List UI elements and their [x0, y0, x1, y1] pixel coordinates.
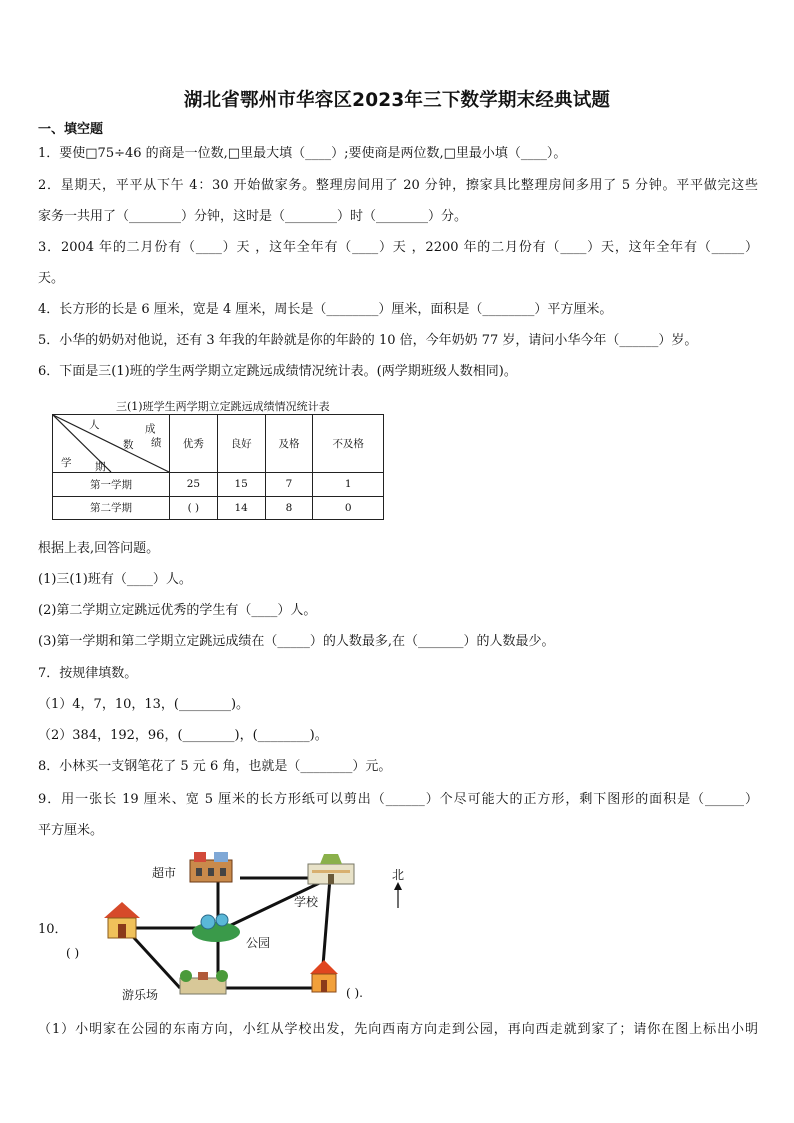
table-row	[53, 473, 384, 497]
header-excellent: 优秀	[170, 415, 218, 473]
page-title: 湖北省鄂州市华容区2023年三下数学期末经典试题	[183, 90, 611, 111]
table-cell: 0	[313, 496, 384, 520]
label-supermarket: 超市	[152, 866, 177, 880]
question-7-part-2: （2）384，192，96，(________)，(________)。	[38, 728, 328, 743]
table-cell: ( )	[170, 496, 218, 520]
diag-cheng: 成	[145, 423, 156, 435]
table-row	[53, 496, 384, 520]
header-good: 良好	[217, 415, 265, 473]
question-3-line-1: 3．2004 年的二月份有（____）天 ，这年全年有（____）天 ，2200 年的二月份有（____）天，这年全年有（_____）	[38, 240, 758, 255]
map-illustration	[90, 848, 410, 1008]
question-6: 6．下面是三(1)班的学生两学期立定跳远成绩情况统计表。(两学期班级人数相同)。	[38, 364, 517, 379]
blank-right: ( ).	[346, 986, 363, 1000]
table-cell: 7	[265, 473, 313, 497]
table-cell: 25	[170, 473, 218, 497]
question-7-part-1: （1）4，7，10，13，(________)。	[38, 697, 250, 712]
question-6-intro: 根据上表,回答问题。	[38, 541, 160, 556]
table-cell: 1	[313, 473, 384, 497]
blank-left: ( )	[66, 946, 80, 960]
diag-xue: 学	[61, 457, 72, 469]
question-9	[38, 784, 758, 846]
north-arrow-icon	[394, 882, 402, 908]
question-7: 7．按规律填数。	[38, 666, 138, 681]
diag-ji: 绩	[151, 437, 162, 449]
table-diagonal-header	[53, 415, 170, 473]
question-2	[38, 170, 758, 232]
question-1: 1．要使□75÷46 的商是一位数,□里最大填（____）;要使商是两位数,□里最小填（____）。	[38, 146, 567, 161]
school-icon	[308, 854, 354, 884]
table-cell: 8	[265, 496, 313, 520]
label-school: 学校	[294, 895, 319, 909]
row-label: 第一学期	[53, 473, 170, 497]
score-table	[52, 414, 384, 520]
question-4: 4．长方形的长是 6 厘米，宽是 4 厘米，周长是（________）厘米，面积是（________）平方厘米。	[38, 302, 613, 317]
question-2-line-1: 2．星期天，平平从下午 4：30 开始做家务。整理房间用了 20 分钟，擦家具比整理房间多用了 5 分钟。平平做完这些	[38, 178, 758, 193]
question-3-line-2: 天。	[38, 271, 65, 286]
question-9-line-2: 平方厘米。	[38, 823, 104, 838]
question-2-line-2: 家务一共用了（________）分钟，这时是（________）时（________）分。	[38, 209, 468, 224]
label-north: 北	[392, 868, 405, 882]
row-label: 第二学期	[53, 496, 170, 520]
label-playground: 游乐场	[122, 988, 159, 1002]
question-5: 5．小华的奶奶对他说，还有 3 年我的年龄就是你的年龄的 10 倍，今年奶奶 77 岁，请问小华今年（______）岁。	[38, 333, 698, 348]
park-icon	[192, 914, 240, 942]
question-10: 10．	[38, 922, 68, 937]
header-fail: 不及格	[313, 415, 384, 473]
question-9-line-1: 9．用一张长 19 厘米、宽 5 厘米的长方形纸可以剪出（______）个尽可能大的正方形，剩下图形的面积是（______）	[38, 792, 758, 807]
table-cell: 15	[217, 473, 265, 497]
supermarket-icon	[190, 852, 232, 882]
diag-qi: 期	[95, 461, 106, 473]
diag-shu: 数	[123, 439, 134, 451]
question-6-part-1: (1)三(1)班有（____）人。	[38, 572, 192, 587]
question-6-part-3: (3)第一学期和第二学期立定跳远成绩在（_____）的人数最多,在（_______）的人数最少。	[38, 634, 555, 649]
table-caption: 三(1)班学生两学期立定跳远成绩情况统计表	[116, 400, 330, 413]
header-pass: 及格	[265, 415, 313, 473]
table-cell: 14	[217, 496, 265, 520]
section-heading: 一、填空题	[38, 122, 104, 137]
question-10-part-1-line: （1）小明家在公园的东南方向，小红从学校出发，先向西南方向走到公园，再向西走就到家了；请你在图上标出小明	[38, 1022, 758, 1037]
question-6-part-2: (2)第二学期立定跳远优秀的学生有（____）人。	[38, 603, 317, 618]
house-icon	[104, 902, 140, 938]
house-icon	[310, 960, 338, 992]
question-10-part-1	[38, 1014, 758, 1045]
diag-ren: 人	[89, 419, 100, 431]
label-park: 公园	[246, 936, 271, 950]
question-8: 8．小林买一支钢笔花了 5 元 6 角，也就是（________）元。	[38, 759, 392, 774]
question-3	[38, 232, 758, 294]
playground-icon	[180, 970, 228, 994]
